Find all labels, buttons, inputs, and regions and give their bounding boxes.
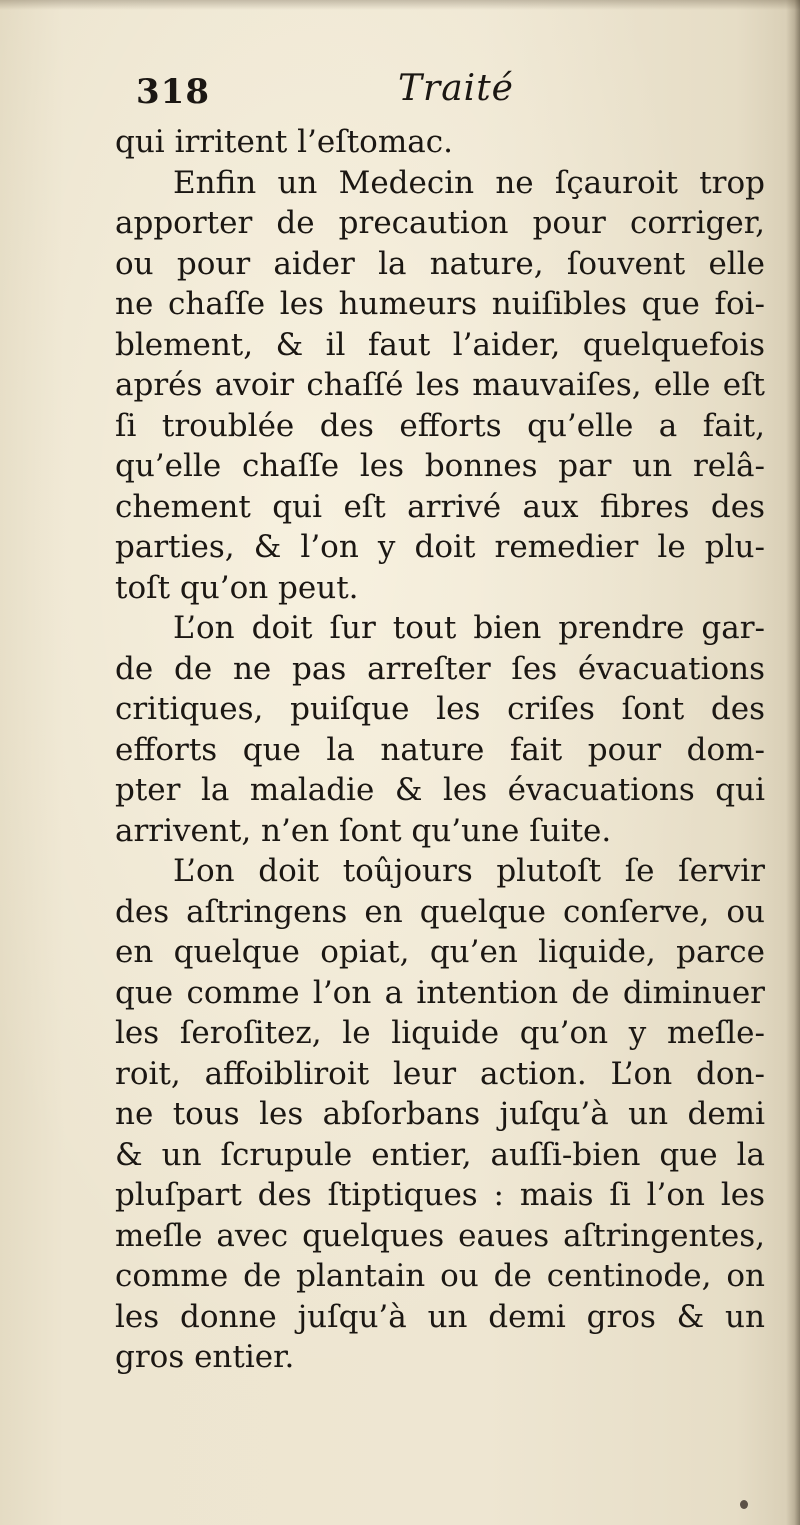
text-line: ne chaſſe les humeurs nuiſibles que foi- <box>115 286 765 322</box>
text-line: qu’elle chaſſe les bonnes par un relâ- <box>115 448 765 484</box>
text-line: apporter de precaution pour corriger, <box>115 205 765 241</box>
text-line: pluſpart des ſtiptiques : mais ſi l’on les <box>115 1177 765 1213</box>
text-line: parties, & l’on y doit remedier le plu- <box>115 529 765 565</box>
text-line: L’on doit ſur tout bien prendre gar- <box>173 610 765 646</box>
text-line: gros entier. <box>115 1339 295 1375</box>
text-line: critiques, puiſque les criſes ſont des <box>115 691 765 727</box>
text-line: roit, affoibliroit leur action. L’on don- <box>115 1055 765 1092</box>
text-line: pter la maladie & les évacuations qui <box>115 772 765 808</box>
text-line: blement, & il faut l’aider, quelquefois <box>115 326 765 363</box>
page-number: 318 <box>136 72 210 112</box>
text-line: qui irritent l’eſtomac. <box>115 124 453 160</box>
text-line: ou pour aider la nature, ſouvent elle <box>115 245 765 282</box>
text-line: efforts que la nature fait pour dom- <box>115 731 765 768</box>
page-shadow-top <box>0 0 800 10</box>
running-head: Traité <box>398 68 514 109</box>
text-line: arrivent, n’en ſont qu’une ſuite. <box>115 812 612 849</box>
text-line: les ſeroſitez, le liquide qu’on y meſle- <box>115 1015 765 1051</box>
text-line: en quelque opiat, qu’en liquide, parce <box>115 934 765 970</box>
text-line: ſi troublée des efforts qu’elle a fait, <box>115 407 765 444</box>
text-line: des aſtringens en quelque conſerve, ou <box>115 893 765 930</box>
text-line: les donne juſqu’à un demi gros & un <box>115 1298 765 1335</box>
text-line: chement qui eſt arrivé aux fibres des <box>115 488 765 525</box>
text-line: toſt qu’on peut. <box>115 569 359 606</box>
text-line: & un ſcrupule entier, auſſi-bien que la <box>115 1136 765 1173</box>
text-line: meſle avec quelques eaues aſtringentes, <box>115 1217 765 1254</box>
text-line: aprés avoir chaſſé les mauvaiſes, elle eſt <box>115 367 765 403</box>
body-text <box>115 122 765 1378</box>
page-gutter-shadow <box>786 0 800 1525</box>
text-line: de de ne pas arreſter ſes évacuations <box>115 650 765 687</box>
text-line: ne tous les abſorbans juſqu’à un demi <box>115 1096 765 1132</box>
text-line: Enfin un Medecin ne ſçauroit trop <box>173 164 765 201</box>
text-line: L’on doit toûjours plutoſt ſe ſervir <box>173 853 765 889</box>
ink-spot <box>740 1500 748 1509</box>
page-header <box>136 68 696 118</box>
text-line: comme de plantain ou de centinode, on <box>115 1258 765 1294</box>
text-line: que comme l’on a intention de diminuer <box>115 974 765 1011</box>
